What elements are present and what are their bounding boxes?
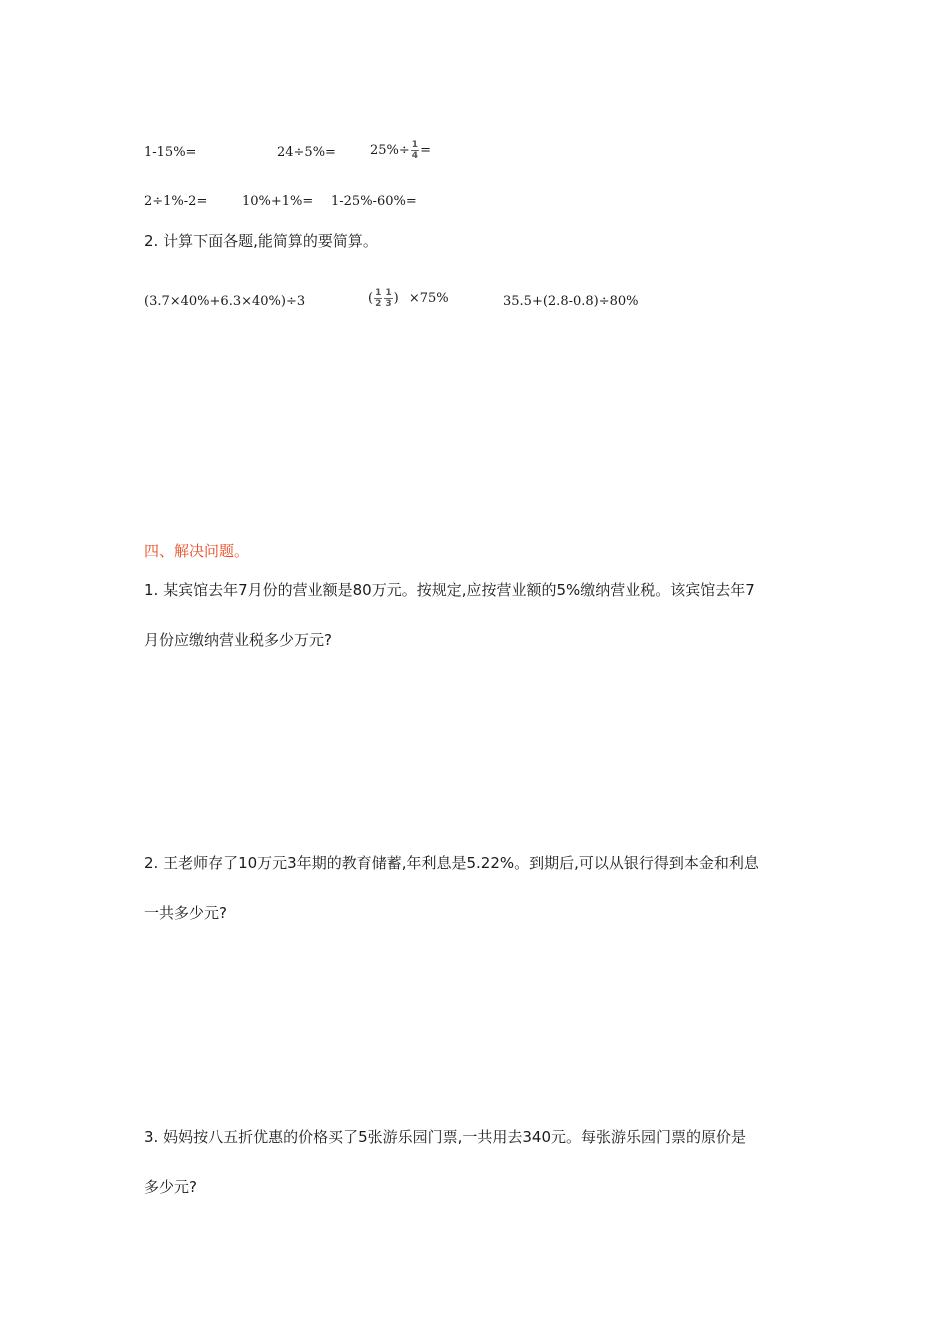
calc-expression-2-suffix: ×75% xyxy=(408,291,449,306)
oral-calc-1-3-suffix: = xyxy=(420,143,431,158)
fraction-one-quarter xyxy=(411,140,419,161)
question-3-line-2: 多少元? xyxy=(144,1178,197,1196)
open-paren: ( xyxy=(368,290,374,306)
oral-calc-1-3 xyxy=(370,140,431,161)
fraction-group xyxy=(368,288,399,309)
question-1-line-2: 月份应缴纳营业税多少万元? xyxy=(144,631,332,649)
oral-calc-1-2: 24÷5%= xyxy=(277,145,336,160)
close-paren: ) xyxy=(393,290,399,306)
oral-calc-1-1: 1-15%= xyxy=(144,145,197,160)
question-1-line-1: 1. 某宾馆去年7月份的营业额是80万元。按规定,应按营业额的5%缴纳营业税。该宾馆去年7 xyxy=(144,581,755,599)
fraction-denominator: 4 xyxy=(411,151,419,161)
fraction-one-third xyxy=(384,288,392,309)
fraction-denominator: 2 xyxy=(375,299,382,309)
oral-calc-2-2: 10%+1%= xyxy=(242,194,314,209)
fraction-one-half xyxy=(374,288,382,309)
question-2-line-1: 2. 王老师存了10万元3年期的教育储蓄,年利息是5.22%。到期后,可以从银行得到本金和利息 xyxy=(144,854,759,872)
calc-expression-2 xyxy=(368,288,449,309)
section-title: 四、解决问题。 xyxy=(144,542,250,560)
oral-calc-2-3: 1-25%-60%= xyxy=(331,194,417,209)
oral-calc-2-1: 2÷1%-2= xyxy=(144,194,208,209)
part2-heading: 2. 计算下面各题,能简算的要简算。 xyxy=(144,232,378,250)
fraction-numerator: 1 xyxy=(385,288,392,298)
calc-expression-3: 35.5+(2.8-0.8)÷80% xyxy=(503,294,639,309)
fraction-numerator: 1 xyxy=(411,140,419,150)
question-2-line-2: 一共多少元? xyxy=(144,904,227,922)
oral-calc-1-3-prefix: 25%÷ xyxy=(370,143,410,158)
question-3-line-1: 3. 妈妈按八五折优惠的价格买了5张游乐园门票,一共用去340元。每张游乐园门票的原价是 xyxy=(144,1128,747,1146)
fraction-denominator: 3 xyxy=(385,299,392,309)
calc-expression-1: (3.7×40%+6.3×40%)÷3 xyxy=(144,294,306,309)
fraction-numerator: 1 xyxy=(375,288,382,298)
